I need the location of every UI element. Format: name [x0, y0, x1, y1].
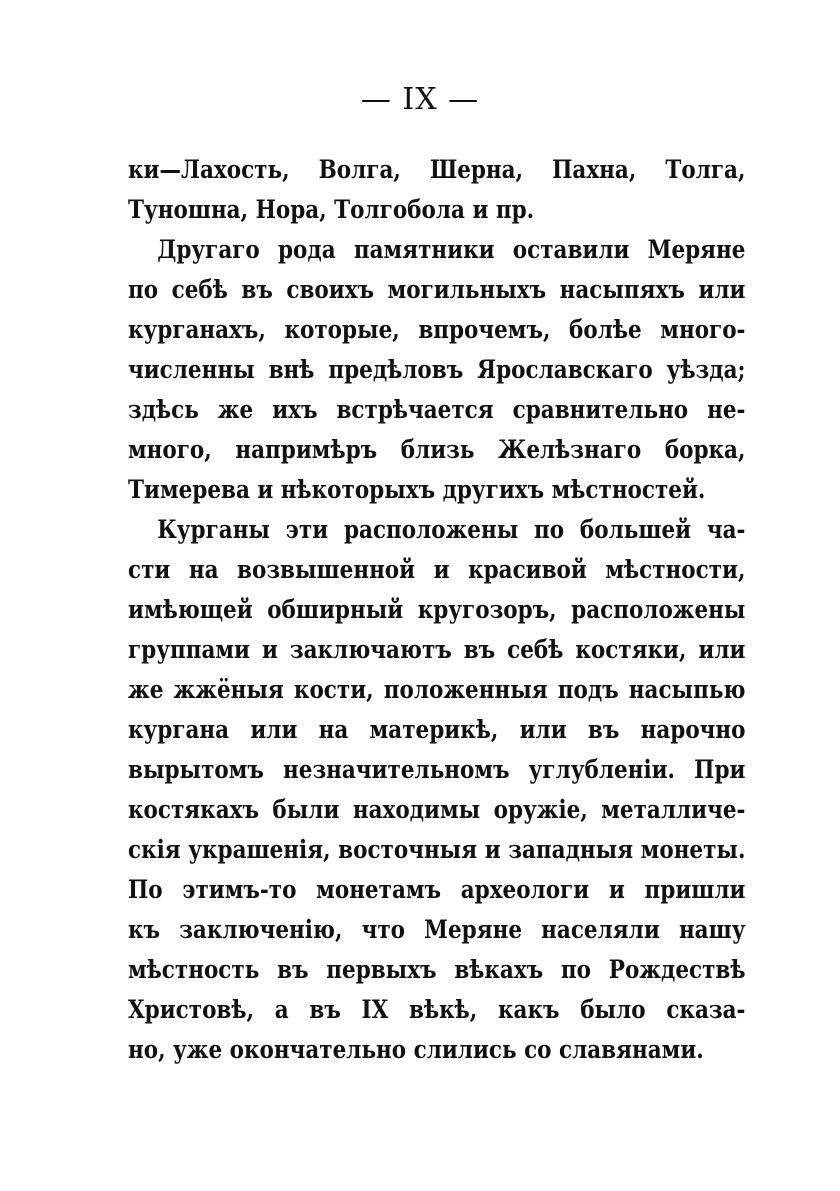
text-line: къ заключенію, что Меряне населяли нашу: [128, 915, 746, 944]
text-line: костякахъ были находимы оружіе, металличе-: [128, 795, 746, 824]
text-line: много, напримѣръ близь Желѣзнаго борка,: [128, 435, 746, 464]
text-line: группами и заключаютъ въ себѣ костяки, или: [128, 635, 746, 664]
text-line: по себѣ въ своихъ могильныхъ насыпяхъ или: [128, 275, 746, 304]
text-line: но, уже окончательно слились со славянами.: [128, 1035, 704, 1064]
text-line: ки—Лахость, Волга, Шерна, Пахна, Толга,: [128, 155, 746, 184]
text-line: Тимерева и нѣкоторыхъ другихъ мѣстностей.: [128, 475, 706, 504]
text-line: скія украшенія, восточныя и западныя монеты.: [128, 835, 746, 864]
text-line: же жжёныя кости, положенныя подъ насыпью: [128, 675, 746, 704]
text-line: Христовѣ, а въ IX вѣкѣ, какъ было сказа-: [128, 995, 746, 1024]
text-line: численны внѣ предѣловъ Ярославскаго уѣзда;: [128, 355, 746, 384]
text-line: кургана или на материкѣ, или въ нарочно: [128, 715, 746, 744]
text-line: сти на возвышенной и красивой мѣстности,: [128, 555, 746, 584]
body-text: [128, 150, 746, 1070]
text-line: имѣющей обширный кругозоръ, расположены: [128, 595, 746, 624]
text-line: Курганы эти расположены по большей ча-: [157, 515, 746, 544]
text-line: мѣстность въ первыхъ вѣкахъ по Рождествѣ: [128, 955, 746, 984]
text-line: По этимъ-то монетамъ археологи и пришли: [128, 875, 746, 904]
text-line: курганахъ, которые, впрочемъ, болѣе много-: [128, 315, 746, 344]
text-line: здѣсь же ихъ встрѣчается сравнительно не-: [128, 395, 746, 424]
text-line: вырытомъ незначительномъ углубленіи. При: [128, 755, 746, 784]
text-line: Другаго рода памятники оставили Меряне: [157, 235, 746, 264]
text-line: Туношна, Нора, Толгобола и пр.: [128, 195, 535, 224]
page-number: — IX —: [360, 82, 480, 117]
